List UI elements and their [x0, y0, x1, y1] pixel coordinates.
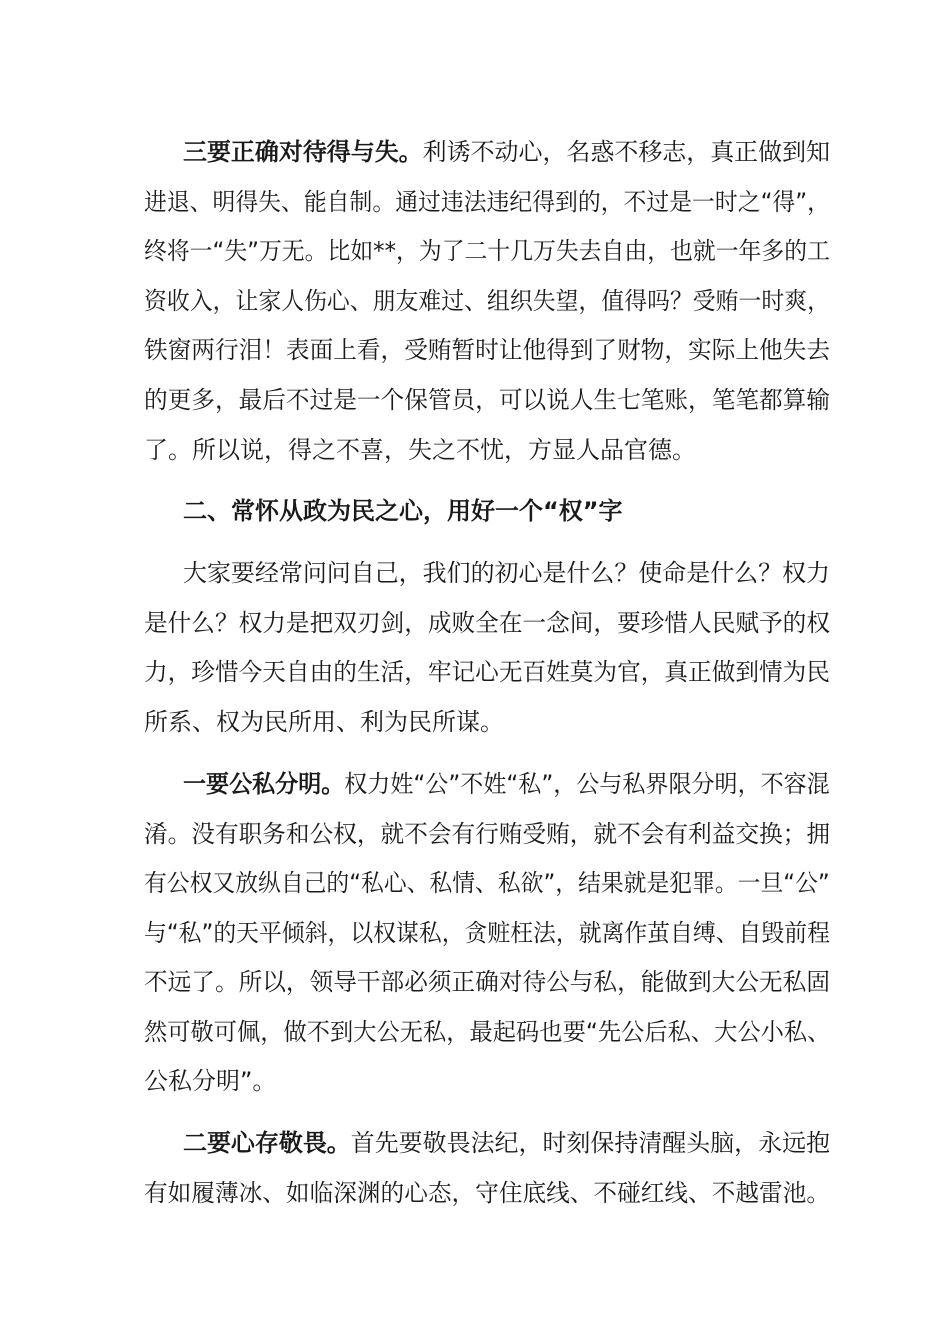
paragraph-lead: 一要公私分明。: [183, 770, 345, 798]
paragraph-line: 的更多，最后不过是一个保管员，可以说人生七笔账，笔笔都算输: [144, 386, 830, 414]
paragraph-line: 所系、权为民所用、利为民所谋。: [144, 708, 504, 736]
paragraph-line: 资收入，让家人伤心、朋友难过、组织失望，值得吗？受贿一时爽，: [144, 287, 831, 315]
paragraph-line: [183, 769, 830, 799]
paragraph-line: 有如履薄冰、如临深渊的心态，守住底线、不碰红线、不越雷池。: [144, 1179, 830, 1207]
paragraph-line: 有公权又放纵自己的“私心、私情、私欲”，结果就是犯罪。一旦“公”: [144, 869, 830, 897]
paragraph-line: 是什么？权力是把双刃剑，成败全在一念间，要珍惜人民赋予的权: [144, 609, 830, 637]
paragraph-line: 力，珍惜今天自由的生活，牢记心无百姓莫为官，真正做到情为民: [144, 658, 830, 686]
paragraph-line: 不远了。所以，领导干部必须正确对待公与私，能做到大公无私固: [144, 968, 830, 996]
paragraph-text: 首先要敬畏法纪，时刻保持清醒头脑，永远抱: [350, 1129, 831, 1157]
paragraph-line: 与“私”的天平倾斜，以权谋私，贪赃枉法，就离作茧自缚、自毁前程: [144, 919, 830, 947]
paragraph-line: 然可敬可佩，做不到大公无私，最起码也要“先公后私、大公小私、: [144, 1018, 831, 1046]
paragraph-line: 淆。没有职务和公权，就不会有行贿受贿，就不会有利益交换；拥: [144, 820, 830, 848]
paragraph-text: 利诱不动心，名惑不移志，真正做到知: [422, 138, 831, 166]
paragraph-lead: 二要心存敬畏。: [183, 1129, 351, 1157]
paragraph-line: 铁窗两行泪！表面上看，受贿暂时让他得到了财物，实际上他失去: [144, 336, 830, 364]
paragraph-line: [183, 1128, 830, 1158]
paragraph-lead: 三要正确对待得与失。: [183, 138, 423, 166]
paragraph-line: 进退、明得失、能自制。通过违法违纪得到的，不过是一时之“得”，: [144, 188, 830, 216]
section-heading: 二、常怀从政为民之心，用好一个“权”字: [183, 497, 623, 525]
paragraph-line: 公私分明”。: [144, 1067, 277, 1095]
paragraph-text: 权力姓“公”不姓“私”，公与私界限分明，不容混: [344, 770, 830, 798]
paragraph-line: [183, 137, 830, 167]
paragraph-line: 了。所以说，得之不喜，失之不忧，方显人品官德。: [144, 436, 696, 464]
paragraph-line: 终将一“失”万无。比如**，为了二十几万失去自由，也就一年多的工: [144, 237, 830, 265]
paragraph-line: 大家要经常问问自己，我们的初心是什么？使命是什么？权力: [183, 559, 831, 587]
